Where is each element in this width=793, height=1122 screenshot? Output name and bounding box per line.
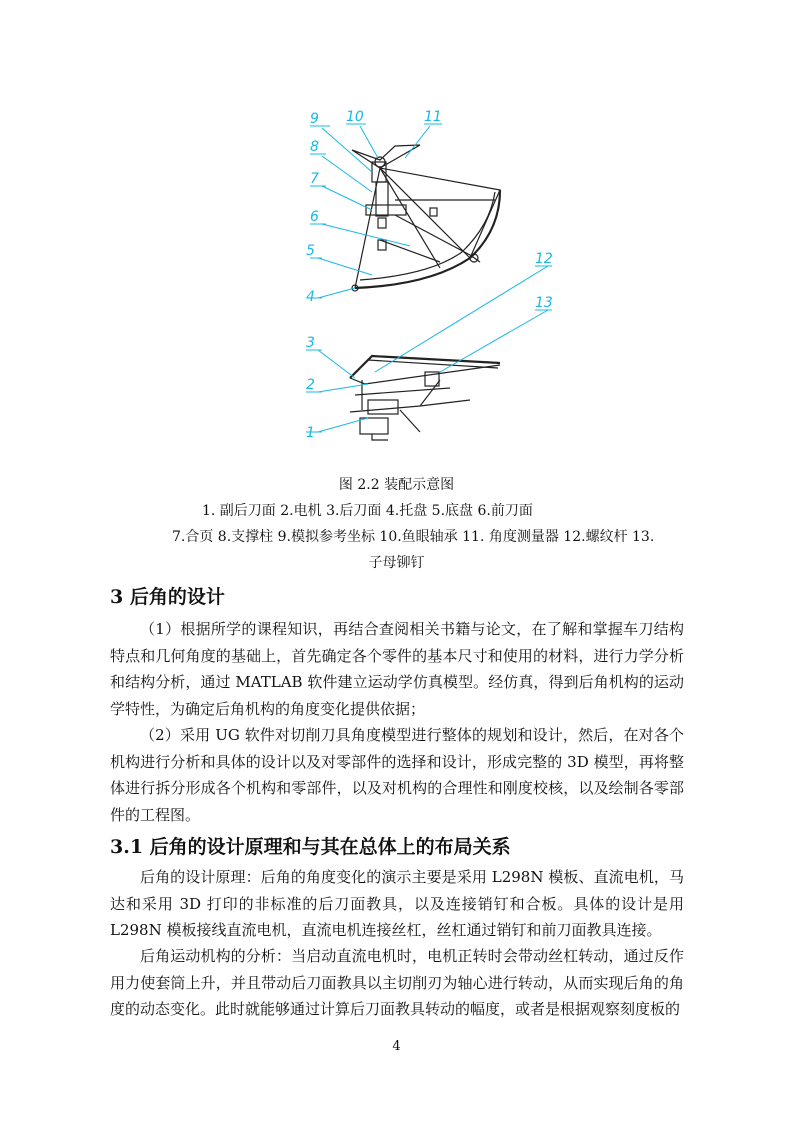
callout-numbers — [306, 109, 553, 441]
callout-4: 4 — [306, 289, 315, 305]
callout-7: 7 — [310, 171, 319, 187]
callout-12: 12 — [535, 251, 553, 267]
callout-3: 3 — [306, 335, 315, 351]
assembly-diagram — [0, 0, 793, 460]
callout-13: 13 — [535, 295, 553, 311]
section-3-heading: 3 后角的设计 — [110, 586, 225, 608]
callout-2: 2 — [306, 377, 315, 393]
section-3-paragraph-2: （2）采用 UG 软件对切削刀具角度模型进行整体的规划和设计，然后，在对各个机构进行分析和具体的设计以及对零部件的选择和设计，形成完整的 3D 模型，再将整体进行拆分形成各个机构和零部件，以及对机构的合理性和刚度校核，以及绘制各零部件的工程图。 — [110, 726, 684, 824]
figure-caption: 图 2.2 装配示意图 — [338, 477, 455, 493]
callout-11: 11 — [424, 109, 442, 125]
section-3-paragraph-1: （1）根据所学的课程知识，再结合查阅相关书籍与论文，在了解和掌握车刀结构特点和几何角度的基础上，首先确定各个零件的基本尺寸和使用的材料，进行力学分析和结构分析，通过 MATLAB 软件建立运动学仿真模型。经仿真，得到后角机构的运动学特性，为确定后角机构的角度变化提供依据； — [110, 620, 684, 718]
top-view-drawing — [352, 145, 500, 291]
section-3-1-paragraph-1: 后角的设计原理：后角的角度变化的演示主要是采用 L298N 模板、直流电机，马达和采用 3D 打印的非标准的后刀面教具，以及连接销钉和合板。具体的设计是用 L298N 模板接线直流电机，直流电机连接丝杠，丝杠通过销钉和前刀面教具连接。 — [110, 868, 684, 939]
callout-1: 1 — [306, 425, 315, 441]
page-number: 4 — [392, 1039, 401, 1054]
callout-10: 10 — [346, 109, 364, 125]
section-3-1-heading: 3.1 后角的设计原理和与其在总体上的布局关系 — [110, 836, 511, 858]
callout-5: 5 — [306, 243, 315, 259]
callout-9: 9 — [310, 111, 319, 127]
figure-legend-line-2: 7.合页 8.支撑柱 9.模拟参考坐标 10.鱼眼轴承 11. 角度测量器 12.螺纹杆 13. — [172, 529, 655, 545]
figure-legend-line-3: 子母铆钉 — [368, 555, 425, 571]
callout-8: 8 — [310, 139, 319, 155]
callout-6: 6 — [310, 209, 319, 225]
side-view-drawing — [350, 356, 500, 440]
section-3-1-paragraph-2: 后角运动机构的分析：当启动直流电机时，电机正转时会带动丝杠转动，通过反作用力使套筒上升，并且带动后刀面教具以主切削刃为轴心进行转动，从而实现后角的角度的动态变化。此时就能够通过计算后刀面教具转动的幅度，或者是根据观察刻度板的 — [110, 947, 684, 1018]
figure-legend-line-1: 1. 副后刀面 2.电机 3.后刀面 4.托盘 5.底盘 6.前刀面 — [202, 503, 533, 519]
